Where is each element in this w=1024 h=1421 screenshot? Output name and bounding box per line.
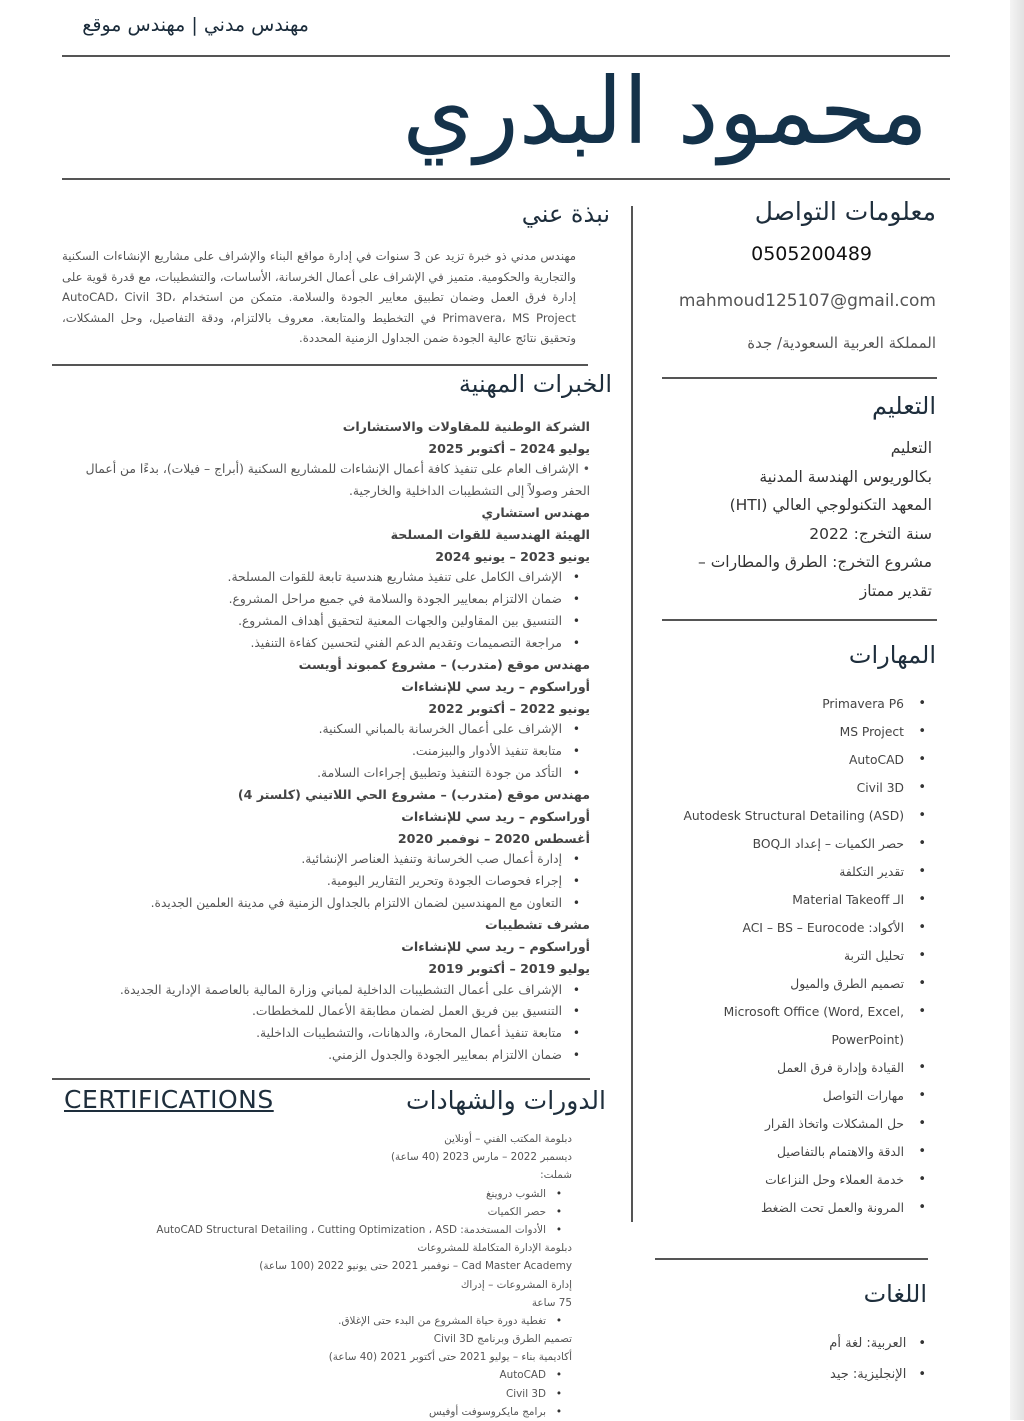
skill-item: • خدمة العملاء وحل النزاعات	[765, 1172, 926, 1187]
experience-company: أوراسكوم – ريد سي للإنشاءات	[401, 939, 590, 955]
skills-title: المهارات	[848, 641, 936, 669]
skill-item: • حصر الكميات – إعداد الـBOQ	[752, 836, 926, 851]
experience-bullet: • التأكد من جودة التنفيذ وتطبيق إجراءات السلامة.	[64, 763, 590, 785]
skill-item: • MS Project	[839, 724, 926, 739]
education-line: سنة التخرج: 2022	[809, 524, 932, 543]
skill-item: • الأكواد: ACI – BS – Eurocode	[742, 920, 926, 935]
skill-item: • القيادة وإدارة فرق العمل	[777, 1060, 926, 1075]
experience-heading: مهندس موقع (متدرب) – مشروع الحي اللاتيني (كلستر 4)	[237, 787, 590, 803]
education-line: مشروع التخرج: الطرق والمطارات –	[698, 553, 932, 571]
languages-title: اللغات	[863, 1280, 927, 1308]
contact-divider	[662, 377, 937, 379]
skill-item: • الدقة والاهتمام بالتفاصيل	[777, 1144, 926, 1159]
job-subtitle: مهندس مدني | مهندس موقع	[82, 14, 309, 36]
course-line: أكاديمية بناء – يوليو 2021 حتى أكتوبر 2021 (40 ساعة)	[328, 1351, 572, 1364]
education-line: تقدير ممتاز	[859, 581, 932, 600]
courses-list	[130, 1130, 572, 1421]
courses-divider	[52, 1078, 590, 1080]
experience-dates: يونيو 2022 – أكتوبر 2022	[428, 700, 590, 716]
education-title: التعليم	[872, 392, 936, 420]
education-block	[672, 434, 932, 605]
skill-item: • مهارات التواصل	[822, 1088, 926, 1103]
education-line: المعهد التكنولوجي العالي (HTI)	[729, 496, 932, 514]
experience-dates: يونيو 2023 – يونيو 2024	[435, 548, 590, 564]
experience-bullet: • إجراء فحوصات الجودة وتحرير التقارير اليومية.	[64, 871, 590, 893]
education-line: بكالوريوس الهندسة المدنية	[759, 467, 932, 486]
course-line: دبلومة الإدارة المتكاملة للمشروعات	[417, 1242, 572, 1255]
experience-bullet: • الإشراف على أعمال الخرسانة بالمباني السكنية.	[64, 719, 590, 741]
header-divider-bottom	[62, 178, 950, 180]
experience-bullet: • ضمان الالتزام بمعايير الجودة والجدول الزمني.	[64, 1045, 590, 1067]
language-item: •الإنجليزية: جيد	[830, 1367, 926, 1382]
experience-bullet: • مراجعة التصميمات وتقديم الدعم الفني لتحسين كفاءة التنفيذ.	[64, 633, 590, 655]
skill-item: • المرونة والعمل تحت الضغط	[760, 1200, 926, 1215]
email-address: mahmoud125107@gmail.com	[678, 291, 936, 311]
experience-heading: الشركة الوطنية للمقاولات والاستشارات	[342, 419, 590, 434]
language-item: •العربية: لغة أم	[829, 1336, 926, 1351]
experience-dates: أغسطس 2020 – نوفمبر 2020	[397, 830, 590, 846]
skills-divider	[655, 1258, 928, 1260]
skill-item: • Microsoft Office (Word, Excel, PowerPoint)	[723, 1004, 926, 1047]
skill-item: • حل المشكلات واتخاذ القرار	[764, 1116, 926, 1131]
course-bullet: • برامج مايكروسوفت أوفيس	[130, 1403, 572, 1421]
experience-company: أوراسكوم – ريد سي للإنشاءات	[401, 678, 590, 694]
experience-bullet: • الإشراف الكامل على تنفيذ مشاريع هندسية تابعة للقوات المسلحة.	[64, 567, 590, 589]
education-divider	[662, 619, 937, 621]
about-divider	[52, 364, 588, 366]
skills-list	[604, 690, 926, 1222]
course-bullet: • حصر الكميات	[130, 1203, 572, 1221]
course-line: تصميم الطرق وبرنامج Civil 3D	[433, 1333, 572, 1346]
course-bullet: • الشوب دروينغ	[130, 1185, 572, 1203]
course-bullet: • AutoCAD	[130, 1366, 572, 1384]
skill-item: • الـ Material Takeoff	[792, 892, 926, 907]
course-bullet: • تغطية دورة حياة المشروع من البدء حتى الإغلاق.	[130, 1312, 572, 1330]
experience-title: الخبرات المهنية	[458, 370, 612, 398]
course-line: دبلومة المكتب الفني – أونلاين	[444, 1133, 572, 1145]
full-name: محمود البدري	[402, 58, 928, 165]
experience-description: • الإشراف العام على تنفيذ كافة أعمال الإنشاءات للمشاريع السكنية (أبراج – فيلات)، بدءًا من أعمال الحفر وصولاً إلى التشطيبات الداخلية والخارجية.	[85, 462, 590, 498]
experience-bullet: • الإشراف على أعمال التشطيبات الداخلية لمباني وزارة المالية بالعاصمة الإدارية الجديدة.	[64, 980, 590, 1002]
course-line: شملت:	[540, 1169, 572, 1182]
skill-item: • تصميم الطرق والميول	[790, 976, 926, 991]
experience-bullet: • متابعة تنفيذ أعمال المحارة، والدهانات، والتشطيبات الداخلية.	[64, 1023, 590, 1045]
experience-bullet: • إدارة أعمال صب الخرسانة وتنفيذ العناصر الإنشائية.	[64, 849, 590, 871]
skill-item: • Autodesk Structural Detailing (ASD)	[683, 808, 926, 823]
course-bullet: • Civil 3D	[130, 1385, 572, 1403]
experience-heading: مهندس موقع (متدرب) – مشروع كمبوند أويست	[298, 657, 590, 673]
experience-heading: مهندس استشاري	[481, 505, 590, 521]
experience-bullet: • التنسيق بين فريق العمل لضمان مطابقة الأعمال للمخططات.	[64, 1001, 590, 1023]
experience-heading: مشرف تشطيبات	[485, 917, 590, 933]
course-bullet: • الأدوات المستخدمة: AutoCAD Structural Detailing ، Cutting Optimization ، ASD	[130, 1221, 572, 1239]
about-text: مهندس مدني ذو خبرة تزيد عن 3 سنوات في إدارة مواقع البناء والإشراف على مشاريع الإنشاءات السكنية والتجارية والحكومية. متميز في الإشراف على أعمال الخرسانة، الأساسات، والتشطيبات، مع قدرة قوية على إدارة فرق العمل وضمان تطبيق معايير الجودة والسلامة. متمكن من استخدام AutoCAD، Civil 3D، Primavera، MS Project في التخطيط والمتابعة. معروف بالالتزام، ودقة التفاصيل، وحل المشكلات، وتحقيق نتائج عالية الجودة ضمن الجداول الزمنية المحددة.	[62, 249, 576, 345]
experience-bullet: • التعاون مع المهندسين لضمان الالتزام بالجداول الزمنية في مدينة العلمين الجديدة.	[64, 893, 590, 915]
skill-item: • Civil 3D	[856, 780, 926, 795]
certifications-title: CERTIFICATIONS	[64, 1085, 274, 1114]
course-line: Cad Master Academy – نوفمبر 2021 حتى يونيو 2022 (100 ساعة)	[259, 1260, 572, 1273]
location: المملكة العربية السعودية/ جدة	[747, 334, 936, 352]
contact-title: معلومات التواصل	[754, 197, 936, 226]
page-edge-shadow	[1010, 0, 1024, 1420]
course-line: 75 ساعة	[531, 1296, 572, 1309]
experience-company: أوراسكوم – ريد سي للإنشاءات	[401, 809, 590, 824]
phone-number: 0505200489	[751, 243, 872, 265]
skill-item: • تحليل التربة	[843, 948, 926, 963]
experience-dates: يوليو 2019 – أكتوبر 2019	[428, 960, 590, 976]
skill-item: • تقدير التكلفة	[839, 864, 926, 879]
experience-bullet: • التنسيق بين المقاولين والجهات المعنية لتحقيق أهداف المشروع.	[64, 611, 590, 633]
experience-bullet: • متابعة تنفيذ الأدوار والبيزمنت.	[64, 741, 590, 763]
experience-dates: يوليو 2024 – أكتوبر 2025	[428, 440, 590, 456]
skill-item: • Primavera P6	[822, 696, 926, 711]
skill-item: • AutoCAD	[848, 752, 926, 767]
education-line: التعليم	[890, 439, 932, 457]
courses-title: الدورات والشهادات	[406, 1086, 606, 1115]
course-line: ديسمبر 2022 – مارس 2023 (40 ساعة)	[390, 1151, 572, 1164]
about-title: نبذة عني	[521, 200, 610, 228]
experience-company: الهيئة الهندسية للقوات المسلحة	[390, 527, 590, 543]
course-line: إدارة المشروعات – إدراك	[460, 1278, 572, 1291]
experience-list	[64, 416, 590, 1066]
experience-bullet: • ضمان الالتزام بمعايير الجودة والسلامة في جميع مراحل المشروع.	[64, 589, 590, 611]
